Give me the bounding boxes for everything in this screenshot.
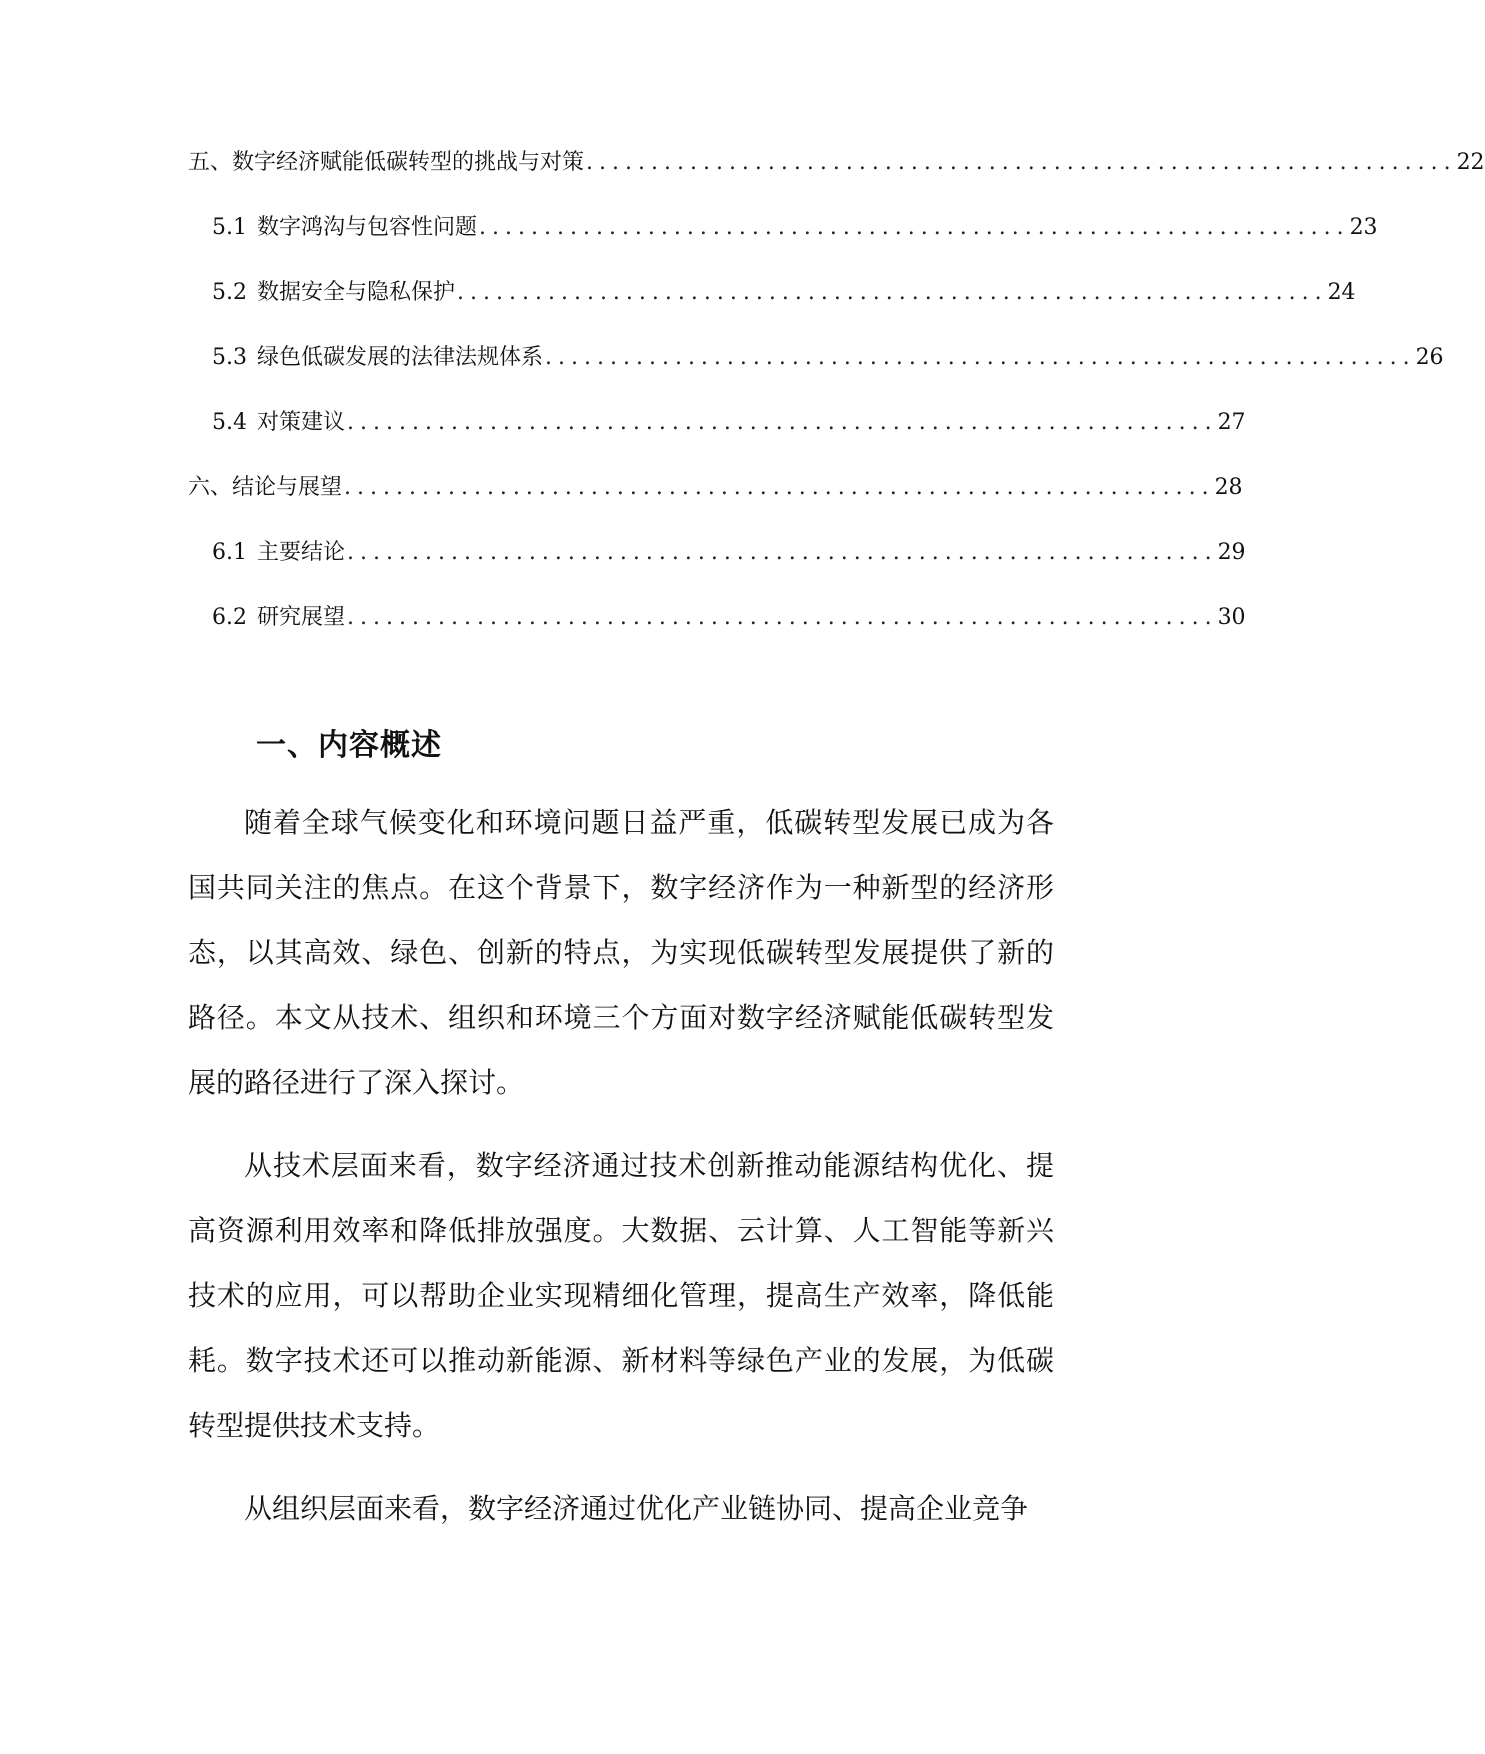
table-of-contents <box>188 148 1485 668</box>
toc-entry-page: 29 <box>1217 540 1246 565</box>
toc-leader-dots: ................................................................... <box>479 215 1350 240</box>
toc-entry[interactable] <box>188 278 1356 343</box>
toc-entry-page: 27 <box>1217 410 1246 435</box>
toc-entry-number: 5.1 <box>212 215 247 240</box>
toc-entry-title: 数字鸿沟与包容性问题 <box>257 215 478 240</box>
toc-entry-page: 24 <box>1327 280 1356 305</box>
toc-entry-title: 主要结论 <box>257 540 346 565</box>
toc-leader-dots: ................................................................... <box>586 150 1457 175</box>
toc-leader-dots: ................................................................... <box>344 475 1215 500</box>
toc-entry-title: 对策建议 <box>257 410 346 435</box>
section-heading: 一、内容概述 <box>256 728 442 764</box>
toc-entry-number: 5.4 <box>212 410 247 435</box>
toc-leader-dots: ................................................................... <box>347 410 1218 435</box>
toc-entry[interactable] <box>188 538 1246 603</box>
toc-leader-dots: ................................................................... <box>545 345 1416 370</box>
toc-leader-dots: ................................................................... <box>457 280 1328 305</box>
toc-entry[interactable] <box>188 213 1378 278</box>
toc-entry[interactable] <box>188 408 1246 473</box>
toc-entry-page: 26 <box>1415 345 1444 370</box>
toc-entry-number: 6.2 <box>212 605 247 630</box>
toc-entry-title: 绿色低碳发展的法律法规体系 <box>257 345 544 370</box>
toc-entry-page: 22 <box>1456 150 1485 175</box>
toc-leader-dots: ................................................................... <box>347 605 1218 630</box>
toc-entry-page: 30 <box>1217 605 1246 630</box>
toc-entry-number: 6.1 <box>212 540 247 565</box>
paragraph: 从技术层面来看，数字经济通过技术创新推动能源结构优化、提高资源利用效率和降低排放强度。大数据、云计算、人工智能等新兴技术的应用，可以帮助企业实现精细化管理，提高生产效率，降低能耗。数字技术还可以推动新能源、新材料等绿色产业的发展，为低碳转型提供技术支持。 <box>188 1149 1054 1442</box>
toc-entry[interactable] <box>188 343 1444 408</box>
toc-entry-title: 六、结论与展望 <box>188 475 343 500</box>
toc-entry-page: 23 <box>1349 215 1378 240</box>
toc-entry-title: 五、数字经济赋能低碳转型的挑战与对策 <box>188 150 585 175</box>
toc-entry-title: 研究展望 <box>257 605 346 630</box>
toc-entry-number: 5.2 <box>212 280 247 305</box>
toc-leader-dots: ................................................................... <box>347 540 1218 565</box>
toc-entry[interactable] <box>188 473 1243 538</box>
toc-entry[interactable] <box>188 148 1485 213</box>
paragraph: 从组织层面来看，数字经济通过优化产业链协同、提高企业竞争 <box>244 1492 1029 1525</box>
section-body <box>188 790 1054 1559</box>
toc-entry-title: 数据安全与隐私保护 <box>257 280 456 305</box>
paragraph: 随着全球气候变化和环境问题日益严重，低碳转型发展已成为各国共同关注的焦点。在这个背景下，数字经济作为一种新型的经济形态，以其高效、绿色、创新的特点，为实现低碳转型发展提供了新的路径。本文从技术、组织和环境三个方面对数字经济赋能低碳转型发展的路径进行了深入探讨。 <box>188 806 1054 1099</box>
toc-entry[interactable] <box>188 603 1246 668</box>
toc-entry-number: 5.3 <box>212 345 247 370</box>
toc-entry-page: 28 <box>1214 475 1243 500</box>
